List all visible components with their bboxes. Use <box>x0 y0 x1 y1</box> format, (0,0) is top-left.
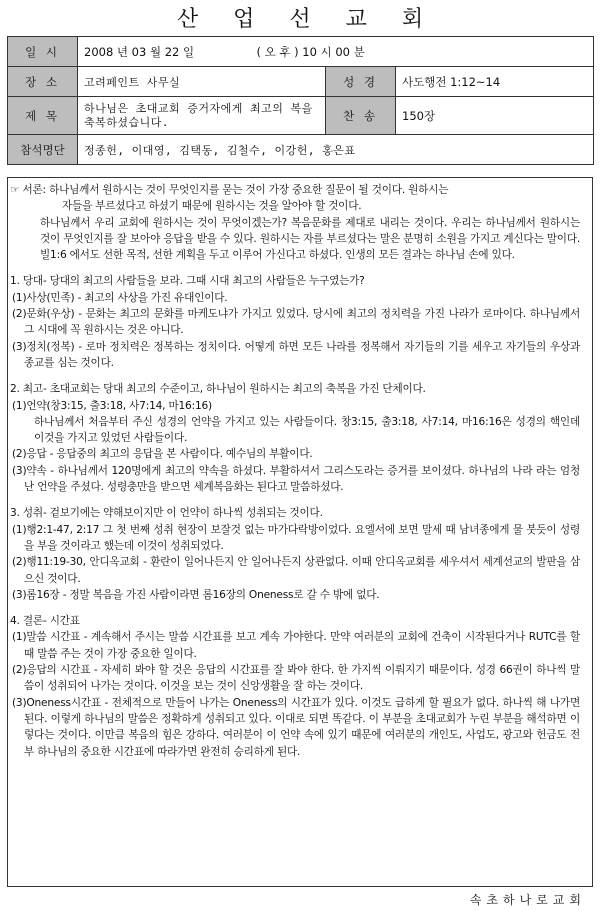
date-label: 일 시 <box>8 37 78 67</box>
attendees-label: 참석명단 <box>8 135 78 165</box>
section-3-item-3: (3)롬16장 - 정말 복음을 가진 사람이라면 롬16장의 Oneness로 갈 수 밖에 없다. <box>12 588 380 601</box>
section-4-item-3: (3)Oneness시간표 - 전체적으로 만들어 나가는 Oneness의 시간표가 있다. 이것도 급하게 할 필요가 없다. 하나씩 해 나가면 된다. 이렇게 하나님의 말씀은 정확하게 성취되고 있다. 이대로 되면 똑같다. 이 부분을 초대교회가 누린 부분을 해석하면 이렇다는 것이다. 이만큼 복음의 힘은 강하다. 여러분이 이 언약 속에 있기 때문에 여러분의 개인도, 사업도, 광고와 헌금도 전부 하나님의 중요한 시간표에 따라가면 완전히 승리하게 된다. <box>12 696 580 758</box>
section-1-item-1: (1)사상(민족) - 최고의 사상을 가진 유대인이다. <box>12 291 228 304</box>
place-value: 고려페인트 사무실 <box>78 67 326 97</box>
page-title: 산 업 선 교 회 <box>176 7 438 32</box>
intro-paragraph-2: 하나님께서 우리 교회에 원하시는 것이 무엇이겠는가? 복음문화를 제대로 내리는 것이다. 우리는 하나님께서 원하시는 것이 무엇인지를 잘 보아야 응답을 받을 수 있다. 원하시는 자를 부르셨다는 말은 분명히 소원을 가지고 계신다는 말이다. 빌1:6 에서도 선한 목적, 선한 계획을 두고 이루어 가신다고 하셨다. 인생의 모든 결과는 하나님 손에 있다. <box>40 216 580 262</box>
date-time-cell <box>78 37 594 67</box>
intro-paragraph: ☞ 서론: 하나님께서 원하시는 것이 무엇인지를 묻는 것이 가장 중요한 질문이 될 것이다. 원하시는 <box>10 184 449 196</box>
hymn-value: 150장 <box>396 97 594 135</box>
section-4-heading: 4. 결론- 시간표 <box>10 615 80 628</box>
section-1-heading: 1. 당대- 당대의 최고의 사람들을 보라. 그때 시대 최고의 사람들은 누구였는가? <box>10 275 365 288</box>
date-value: 2008 년 03 월 22 일 <box>84 44 195 59</box>
intro-paragraph-cont: 자들을 부르셨다고 하셨기 때문에 원하시는 것을 알아야 할 것이다. <box>62 200 362 213</box>
section-2-heading: 2. 최고- 초대교회는 당대 최고의 수준이고, 하나님이 원하시는 최고의 축복을 가진 단체이다. <box>10 383 426 396</box>
subject-label: 제 목 <box>8 97 78 135</box>
section-2-item-1-body: 하나님께서 처음부터 주신 성경의 언약을 가지고 있는 사람들이다. 창3:15, 출3:18, 사7:14, 마16:16은 성경의 핵인데 이것을 가지고 있었던 사람들이다. <box>34 415 580 445</box>
section-4-item-1: (1)말씀 시간표 - 계속해서 주시는 말씀 시간표를 보고 계속 가야한다. 만약 여러분의 교회에 건축이 시작된다거나 RUTC를 할 때 말씀 주는 것이 가장 중요한 일이다. <box>12 631 580 660</box>
scripture-label: 성 경 <box>326 67 396 97</box>
section-3-item-2: (2)행11:19-30, 안디옥교회 - 환란이 일어나든지 안 일어나든지 상관없다. 이때 안디옥교회를 세우셔서 세계선교의 발판을 삼으신 것이다. <box>12 556 580 585</box>
info-table <box>7 36 594 165</box>
church-name-footer: 속초하나로교회 <box>469 893 586 907</box>
section-1-item-2: (2)문화(우상) - 문화는 최고의 문화를 마케도냐가 가지고 있었다. 당시에 최고의 정치력을 가진 나라가 로마이다. 하나님께서 그 시대에 꼭 원하시는 것은 아니다. <box>12 308 580 337</box>
attendees-value: 정종헌, 이대영, 김택동, 김철수, 이강헌, 홍은표 <box>78 135 594 165</box>
section-2-item-3: (3)약속 - 하나님께서 120명에게 최고의 약속을 하셨다. 부활하셔서 그리스도라는 증거를 보이셨다. 하나님의 나라 라는 엄청난 언약을 주셨다. 성령충만을 받으면 세계복음화는 된다고 말씀하셨다. <box>12 464 580 494</box>
section-2-item-2: (2)응답 - 응답중의 최고의 응답을 본 사람이다. 예수님의 부활이다. <box>12 448 313 461</box>
sermon-content <box>10 182 580 760</box>
section-3-item-1: (1)행2:1-47, 2:17 그 첫 번째 성취 현장이 보잘것 없는 마가다락방이었다. 요엘서에 보면 말세 때 남녀종에게 물 붓듯이 성령을 부을 것이라고 했는데 이것이 성취되었다. <box>12 523 580 552</box>
time-value: ( 오 후 ) 10 시 00 분 <box>256 44 365 59</box>
section-1-item-3: (3)정치(정복) - 로마 정치력은 정복하는 정치이다. 어떻게 하면 모든 나라를 정복해서 자기들의 기를 세우고 자기들의 우상과 종교를 심는 것이다. <box>12 340 580 369</box>
place-label: 장 소 <box>8 67 78 97</box>
hymn-label: 찬 송 <box>326 97 396 135</box>
subject-value: 하나님은 초대교회 증거자에게 최고의 복을 축복하셨습니다. <box>78 97 326 135</box>
scripture-value: 사도행전 1:12~14 <box>396 67 594 97</box>
section-2-item-1: (1)언약(창3:15, 출3:18, 사7:14, 마16:16) <box>12 399 212 412</box>
section-4-item-2: (2)응답의 시간표 - 자세히 봐야 할 것은 응답의 시간표를 잘 봐야 한다. 한 가지씩 이뤄지기 때문이다. 성경 66권이 하나씩 말씀이 성취되어 나가는 것이다. 이것을 보는 것이 신앙생활을 잘 하는 것이다. <box>12 664 580 693</box>
section-3-heading: 3. 성취- 겉보기에는 약해보이지만 이 언약이 하나씩 성취되는 것이다. <box>10 507 323 520</box>
